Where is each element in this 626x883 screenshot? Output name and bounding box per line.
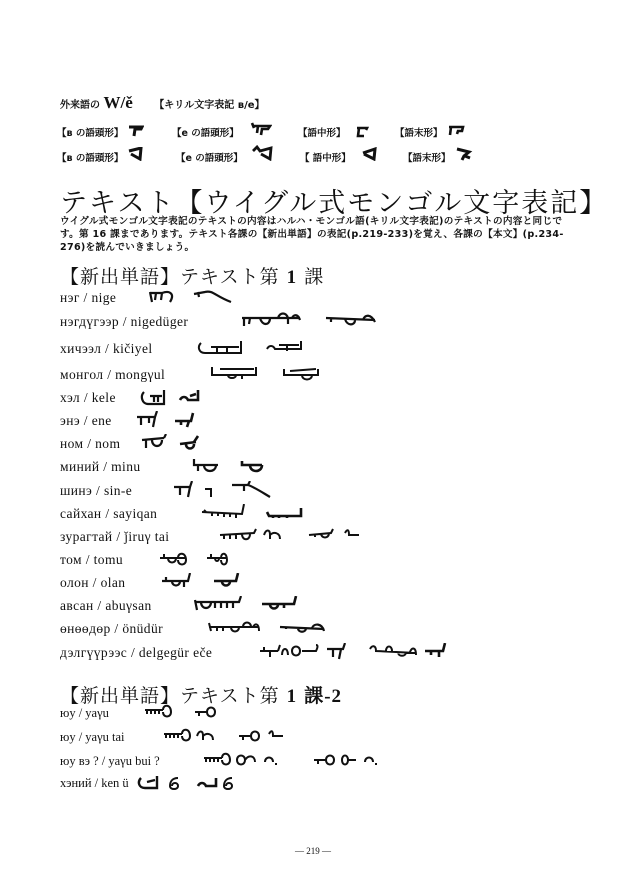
script-word-icon (158, 550, 188, 568)
vocab-text: юу / yaγu tai (60, 730, 125, 744)
vocab-text: нэгдүгээр / nigedüger (60, 314, 189, 329)
script-word-icon (230, 481, 272, 499)
cyrillic-label: 【キリル文字表記 (154, 100, 235, 111)
lesson-title-suffix: 課-2 (304, 686, 343, 707)
script-word-icon (325, 312, 377, 330)
lesson-title-prefix: 【新出単語】テキスト第 (60, 685, 280, 707)
script-word-icon (343, 527, 361, 545)
script-glyph-icon (252, 145, 274, 161)
script-word-icon (203, 481, 215, 499)
vocab-text: өнөөдөр / önüdür (60, 621, 163, 636)
script-word-icon (368, 643, 418, 661)
script-word-icon (196, 774, 218, 792)
loanword-letters: W/ě (103, 93, 133, 112)
script-word-icon (262, 527, 282, 545)
vocab-text: шинэ / sin-e (60, 483, 133, 498)
script-word-icon (237, 728, 261, 746)
script-word-icon (137, 774, 161, 792)
page-number: — 219 — (295, 846, 331, 856)
form-label-e-initial-2: 【e の語頭形】 (176, 153, 243, 164)
script-glyph-icon (456, 146, 474, 162)
script-word-icon (267, 728, 285, 746)
lesson-number: 1 (286, 267, 298, 288)
script-word-icon (312, 752, 336, 770)
lesson-number: 1 (286, 686, 298, 707)
vocab-text: том / tomu (60, 552, 124, 567)
script-word-icon (212, 573, 240, 591)
script-word-icon (205, 550, 229, 568)
vocab-text: энэ / ene (60, 413, 112, 428)
script-word-icon (265, 339, 303, 357)
script-word-icon (423, 643, 447, 661)
section-intro: ウイグル式モンゴル文字表記のテキストの内容はハルハ・モンゴル語(キリル文字表記)のテキストの内容と同じです。第 16 課まであります。テキスト各課の【新出単語】の表記(p.219-233)を覚え、各課の【本文】(p.234-276)を読んでいきましょう。 (60, 216, 564, 253)
lesson-1-title (60, 262, 324, 289)
form-label-final-2: 【語末形】 (403, 153, 451, 164)
script-word-icon (162, 728, 192, 746)
lesson-title-suffix: 課 (304, 266, 325, 288)
vocab-text: юу вэ ? / yaγu bui ? (60, 754, 160, 768)
script-word-icon (210, 365, 258, 383)
vocab-text: авсан / abuγsan (60, 598, 152, 613)
vocab-text: сайхан / sayiqan (60, 506, 158, 521)
form-label-e-initial: 【e の語頭形】 (172, 128, 239, 139)
vocab-text: нэг / nige (60, 290, 117, 305)
loanword-header (60, 93, 265, 113)
script-glyph-icon (250, 121, 272, 137)
form-label-medial: 【語中形】 (298, 128, 346, 139)
script-word-icon (258, 643, 320, 661)
script-word-icon (307, 527, 337, 545)
vocab-text: хэний / ken ü (60, 776, 129, 790)
vocab-text: хэл / kele (60, 390, 116, 405)
vocab-text: миний / minu (60, 459, 141, 474)
form-label-final: 【語末形】 (395, 128, 443, 139)
script-word-icon (240, 457, 266, 475)
vocab-text: ном / nom (60, 436, 121, 451)
script-word-icon (260, 596, 298, 614)
script-word-icon (278, 619, 326, 637)
script-word-icon (168, 774, 182, 792)
script-glyph-icon (355, 124, 369, 138)
script-word-icon (240, 312, 302, 330)
script-glyph-icon (128, 147, 144, 161)
script-word-icon (195, 728, 217, 746)
script-word-icon (172, 481, 196, 499)
script-word-icon (140, 434, 168, 452)
script-word-icon (282, 365, 320, 383)
form-label-v-initial-2: 【в の語頭形】 (57, 153, 124, 164)
script-word-icon (218, 527, 258, 545)
script-glyph-icon (362, 147, 378, 161)
script-word-icon (140, 388, 168, 406)
script-word-icon (363, 752, 379, 770)
script-word-icon (160, 573, 192, 591)
script-word-icon (263, 752, 279, 770)
script-word-icon (148, 288, 178, 306)
script-word-icon (200, 504, 245, 522)
script-word-icon (193, 596, 243, 614)
script-word-icon (340, 752, 358, 770)
script-word-icon (135, 411, 161, 429)
script-word-icon (207, 619, 261, 637)
script-word-icon (222, 774, 236, 792)
script-word-icon (193, 288, 233, 306)
form-label-v-initial: 【в の語頭形】 (57, 128, 124, 139)
vocab-text: хичээл / kičiyel (60, 341, 153, 356)
script-word-icon (178, 388, 200, 406)
script-word-icon (197, 339, 245, 357)
vocab-text: дэлгүүрээс / delgegür eče (60, 645, 213, 660)
form-label-medial-2: 【 語中形】 (300, 153, 351, 164)
script-word-icon (265, 504, 303, 522)
script-word-icon (192, 457, 220, 475)
script-word-icon (173, 411, 195, 429)
vocab-text: юу / yaγu (60, 706, 109, 720)
loanword-prefix: 外来語の (60, 100, 100, 111)
script-glyph-icon (447, 123, 465, 137)
script-word-icon (202, 752, 232, 770)
script-glyph-icon (128, 124, 144, 138)
vocab-text: монгол / mongγul (60, 367, 166, 382)
script-word-icon (143, 704, 173, 722)
section-title: テキスト【ウイグル式モンゴル文字表記】 (60, 188, 609, 219)
lesson-title-prefix: 【新出単語】テキスト第 (60, 266, 280, 288)
script-word-icon (325, 643, 347, 661)
vocab-text: зурагтай / ǰiruγ tai (60, 529, 170, 544)
vocab-text: олон / olan (60, 575, 126, 590)
script-word-icon (178, 434, 200, 452)
cyrillic-letters: в/e】 (237, 100, 265, 111)
script-word-icon (235, 752, 257, 770)
script-word-icon (193, 704, 217, 722)
